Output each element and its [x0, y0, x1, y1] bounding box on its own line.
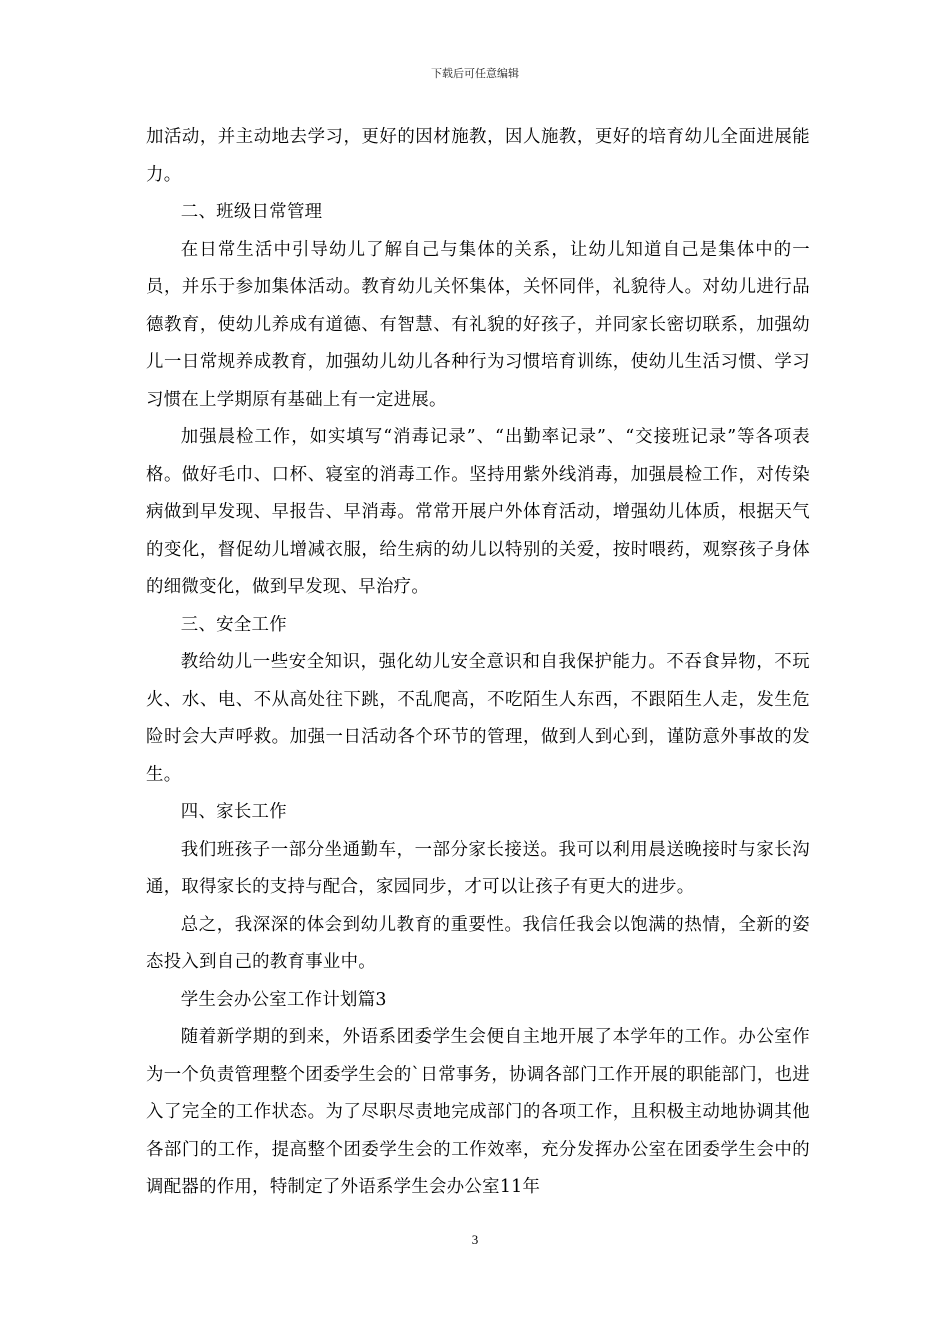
section-heading-parents: 四、家长工作 — [180, 802, 287, 822]
paragraph-summary: 总之，我深深的体会到幼儿教育的重要性。我信任我会以饱满的热情，全新的姿态投入到自己的教育事业中。 — [146, 914, 810, 972]
section-heading-class-management: 二、班级日常管理 — [180, 202, 323, 222]
paragraph-continuation: 加活动，并主动地去学习，更好的因材施教，因人施教，更好的培育幼儿全面进展能力。 — [146, 127, 810, 185]
page-header: 下载后可任意编辑 — [431, 67, 519, 80]
paragraph-office-intro: 随着新学期的到来，外语系团委学生会便自主地开展了本学年的工作。办公室作为一个负责管理整个团委学生会的`日常事务，协调各部门工作开展的职能部门，也进入了完全的工作状态。为了尽职尽责地完成部门的各项工作，且积极主动地协调其他各部门的工作，提高整个团委学生会的工作效率，充分发挥办公室在团委学生会中的调配器的作用，特制定了外语系学生会办公室11年 — [146, 1027, 810, 1197]
paragraph-daily-life: 在日常生活中引导幼儿了解自己与集体的关系，让幼儿知道自己是集体中的一员，并乐于参加集体活动。教育幼儿关怀集体，关怀同伴，礼貌待人。对幼儿进行品德教育，使幼儿养成有道德、有智慧、有礼貌的好孩子，并同家长密切联系，加强幼儿一日常规养成教育，加强幼儿幼儿各种行为习惯培育训练，使幼儿生活习惯、学习习惯在上学期原有基础上有一定进展。 — [146, 239, 810, 410]
article-title-plan-3: 学生会办公室工作计划篇3 — [180, 989, 387, 1010]
document-body — [146, 119, 810, 1207]
paragraph-morning-check: 加强晨检工作，如实填写“消毒记录”、“出勤率记录”、“交接班记录”等各项表格。做好毛巾、口杯、寝室的消毒工作。坚持用紫外线消毒，加强晨检工作，对传染病做到早发现、早报告、早消毒。常常开展户外体育活动，增强幼儿体质，根据天气的变化，督促幼儿增减衣服，给生病的幼儿以特别的关爱，按时喂药，观察孩子身体的细微变化，做到早发现、早治疗。 — [146, 427, 810, 597]
page-number: 3 — [471, 1232, 479, 1247]
paragraph-safety: 教给幼儿一些安全知识，强化幼儿安全意识和自我保护能力。不吞食异物，不玩火、水、电、不从高处往下跳，不乱爬高，不吃陌生人东西，不跟陌生人走，发生危险时会大声呼救。加强一日活动各个环节的管理，做到人到心到，谨防意外事故的发生。 — [146, 652, 810, 785]
paragraph-parents: 我们班孩子一部分坐通勤车，一部分家长接送。我可以利用晨送晚接时与家长沟通，取得家长的支持与配合，家园同步，才可以让孩子有更大的进步。 — [146, 839, 810, 897]
section-heading-safety: 三、安全工作 — [180, 614, 287, 635]
